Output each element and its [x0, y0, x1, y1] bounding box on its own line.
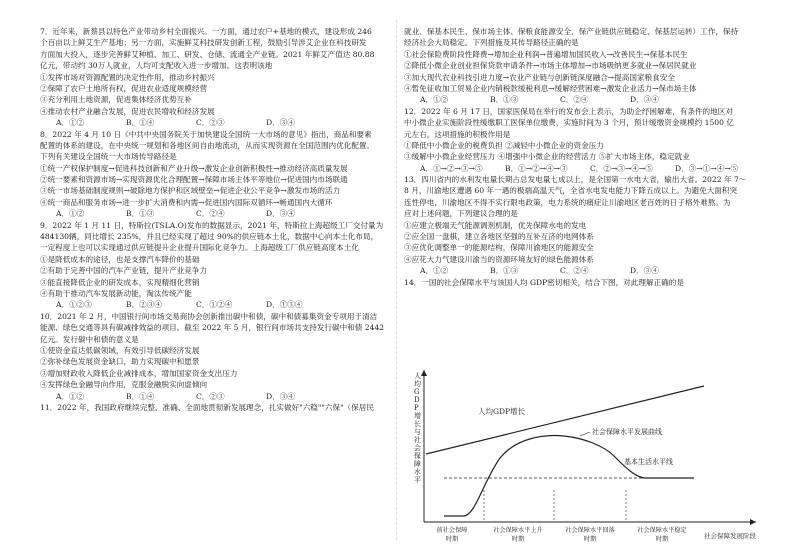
question-text: 亿元，带动约 30万人就业，人均可支配收入进一步增加。这表明该地 — [40, 61, 273, 71]
option-b[interactable]: B．①③ — [490, 95, 519, 105]
option-a[interactable]: A．①→②→③→⑤ — [420, 163, 483, 173]
answer-item: ④发挥绿色金融导向作用，克服金融脱实向虚倾向 — [40, 380, 208, 390]
answer-item: ①是降低成本的途径，也是支撑汽车降价的基础 — [40, 254, 200, 264]
option-a[interactable]: A．①② — [420, 266, 449, 276]
series-label-basic-living: 基本生活水平线 — [624, 458, 673, 466]
answer-options — [40, 117, 410, 128]
answer-options — [40, 391, 410, 402]
answer-item: ③充分利用土地资源，促进集体经济优势互补 — [40, 95, 192, 105]
option-d[interactable]: D．③④ — [266, 118, 295, 128]
answer-options — [404, 265, 766, 276]
question-7 — [40, 26, 410, 129]
answer-item: ②统一要素和资源市场→实现资源优化合理配置→保障市场主体平等地位→促进国内市场联通 — [40, 175, 348, 185]
answer-item: ①统一产权保护制度→促进科技创新和产业升级→激发企业创新积极性→推动经济高质量发展 — [40, 163, 348, 173]
question-text: 13．四川省内的水利发电量长期占总发电量七成以上，是全国第一水电大省，输出大省。2022 年 7～ — [404, 175, 747, 185]
question-11-continued — [404, 26, 766, 106]
answer-item: ②弥补绿色发展资金缺口，助力实现碳中和愿景 — [40, 357, 200, 367]
right-column — [404, 26, 766, 288]
option-c[interactable]: C．①②④ — [196, 300, 233, 310]
option-a[interactable]: A．①② — [56, 118, 85, 128]
answer-item: ①使资金直达低碳领域，有效引导低碳经济发展 — [40, 345, 200, 355]
left-column — [40, 26, 410, 413]
option-d[interactable]: D．③④ — [266, 391, 295, 401]
question-text: 10．2021 年 2 月，中国银行间市场交易商协会创新推出碳中和债，碳中和债募集资金专项用于清洁 — [40, 311, 378, 321]
option-b[interactable]: B．①→②→④→③ — [505, 163, 568, 173]
question-text: 中小微企业实施阶段性缓缴职工医保单位缴费，实施时间为 3 个月，预计缓缴资金规模约 1500 亿 — [404, 118, 734, 128]
option-b[interactable]: B．①③ — [126, 209, 155, 219]
question-text: 12．2022 年 6 月 17 日，国家医保局在举行的发布会上表示，为助企纾困解难，有条件的地区对 — [404, 106, 733, 116]
answer-item: ④应花大力气建设川渝当的资源环境友好的绿色能源体系 — [404, 254, 594, 264]
question-text: 8．2022 年 4 月 10 日《中共中央国务院关于加快建设全国统一大市场的意见》指出，商品和要素 — [40, 129, 372, 139]
question-text: 14．一国的社会保障水平与该国人均 GDP密切相关，结合下图，对此理解正确的是 — [404, 277, 684, 287]
answer-item: ①应建立极端天气能源调剂机制，优先保障水电的发电 — [404, 220, 587, 230]
option-c[interactable]: C．②④ — [560, 95, 589, 105]
question-text: 配置的体系的建设，在中央统一规划和各地区间自由地流动，从而实现资源在全国范围内优化配置。 — [40, 140, 375, 150]
question-14 — [404, 277, 766, 288]
stage-label: 社会保障水平回落时期 — [565, 527, 615, 543]
option-d[interactable]: D．①③④ — [266, 300, 303, 310]
answer-options — [40, 208, 410, 219]
question-text: 下列有关建设全国统一大市场传导路径是 — [40, 152, 177, 162]
option-c[interactable]: C．②③ — [196, 391, 225, 401]
answer-item: ②降低小微企业创业担保贷款申请条件→市场主体增加→市场吸纳更多就业→保居民就业 — [404, 61, 697, 71]
chart-svg — [404, 364, 766, 548]
answer-item: ①发挥市场对资源配置的决定性作用，推动乡村振兴 — [40, 72, 215, 82]
answer-item: ④暂免征收加工贸易企业内销税款缓税利息→缓解经营困难→激发企业活力→保市场主体 — [404, 83, 697, 93]
option-c[interactable]: C．②→③→④→⑤ — [590, 163, 653, 173]
stage-label: 社会保障水平稳定时期 — [637, 527, 687, 543]
option-c[interactable]: C．②④ — [196, 209, 225, 219]
answer-item: ③能直接降低企业的研发成本，实现精细化营销 — [40, 277, 200, 287]
option-d[interactable]: D．③④ — [630, 266, 659, 276]
answer-options — [40, 299, 410, 310]
answer-item: ③统一市场基础制度规则→破除地方保护和区域壁垒→促进企业公平竞争→激发市场的活力 — [40, 186, 341, 196]
option-d[interactable]: D．③④ — [630, 95, 659, 105]
question-text: 一定程度上也可以实现通过供应链提升企业提升国际化竞争力。上海超级工厂供应链高度本土化 — [40, 243, 359, 253]
option-b[interactable]: B．②③④ — [126, 300, 162, 310]
stage-labels — [437, 526, 687, 543]
option-c[interactable]: C．②④ — [560, 266, 589, 276]
question-text: 484130辆，同比增长 235%，并且已经实现了超过 90%的供应链本土化，数据中心向本土化布局， — [40, 232, 379, 242]
social-security-chart — [404, 364, 766, 548]
question-10 — [40, 311, 410, 402]
question-text: 元左右。这项措施的积极作用是 — [404, 129, 511, 139]
question-13 — [404, 174, 766, 277]
question-12 — [404, 106, 766, 174]
answer-item: ③加大现代农业科技引进力度→农业产业链与创新链深度融合→提高国家粮食安全 — [404, 72, 675, 82]
question-text: 连性停电，川渝地区不得不实行限电政策，电力系统的痛症让川渝地区老百姓的日子格外难熬。为 — [404, 197, 731, 207]
series-line-social-security — [444, 436, 694, 516]
answer-options — [404, 94, 766, 105]
stage-label: 前社会保障时期 — [436, 527, 468, 543]
answer-item: ②有助于完善中国的汽车产业链，提升产业竞争力 — [40, 266, 208, 276]
option-b[interactable]: B．①③ — [490, 266, 519, 276]
option-b[interactable]: B．①④ — [126, 391, 155, 401]
x-axis-label: 社会保障发展阶段 — [704, 532, 756, 540]
question-text: 经济社会大局稳定。下列措施及其传导路径正确的是 — [404, 38, 579, 48]
question-8 — [40, 129, 410, 220]
y-axis-label: 人均 G D P 增长与社会保障水平 — [414, 372, 421, 484]
question-11 — [40, 402, 410, 413]
series-line-gdp-growth — [426, 386, 704, 454]
question-text: 亿元。发行碳中和债的意义是 — [40, 334, 139, 344]
stage-label: 社会保障水平上升时期 — [493, 527, 543, 543]
option-b[interactable]: B．①④ — [126, 118, 155, 128]
option-a[interactable]: A．①②③ — [56, 300, 92, 310]
option-d[interactable]: D．③④ — [266, 209, 295, 219]
answer-item: ②应全国一盘棋，建立各地区坚强的互补互济的电网体系 — [404, 232, 594, 242]
series-label-leader — [580, 432, 590, 436]
option-d[interactable]: D．③→①→④→⑤ — [675, 163, 739, 173]
question-text: 能源、绿色交通等具有碳减排效益的项目。截至 2022 年 5 月，银行间市场共支持发行碳中和债 2442 — [40, 323, 385, 333]
question-text: 9．2022 年 1 月 11 日，特斯拉(TSLA.O)发布的数据显示，2021 年，特斯拉上海超级工厂交付量为 — [40, 220, 384, 230]
answer-item: ③增加财政收入降低企业减排成本，增加国家资金支出压力 — [40, 368, 238, 378]
question-text: 7．近年来，新蔡县以特色产业带动乡村全面振兴。一方面，通过农户+基地的模式，建设形成 246 — [40, 27, 372, 36]
question-text: 个百亩以上鲜艾生产基地；另一方面，实施鲜艾科技研发创新工程，鼓励引导涉艾企业在科技研发 — [40, 38, 367, 48]
option-c[interactable]: C．②③ — [196, 118, 225, 128]
question-text: 方面加大投入，逐步完善鲜艾种植、加工、研发、仓储、流通全产业链。2021 年鲜艾产值达 80.88 — [40, 49, 375, 59]
answer-item: ①降低中小微企业的税费负担 ②减轻中小微企业的资金压力 — [404, 140, 604, 150]
answer-item: ④统一商品和服务市场→进一步扩大消费和内需→促进国内国际双循环→畅通国内大循环 — [40, 197, 333, 207]
question-9 — [40, 220, 410, 311]
option-a[interactable]: A．①② — [56, 209, 85, 219]
answer-item: ③应优化调整单一的能源结构，保障川渝地区的能源安全 — [404, 243, 594, 253]
series-label-social-security: 社会保障水平发展曲线 — [592, 428, 662, 436]
series-label-gdp-growth: 人均GDP增长 — [478, 407, 526, 416]
answer-item: ④有助于推动汽车发展新动能，淘汰传统产能 — [40, 288, 192, 298]
option-a[interactable]: A．①② — [56, 391, 85, 401]
answer-item: ④推动农村产业融合发展，促进农民增收和经济发展 — [40, 106, 215, 116]
answer-item: ②保障了农户土地所有权，促进农业适度规模经营 — [40, 83, 208, 93]
answer-options — [404, 163, 766, 174]
answer-item: ①社会保险费阶段性降费→增加企业利润→普遍增加国民收入→改善民生→保基本民生 — [404, 49, 688, 59]
question-text: 应对上述问题，下列建议合理的是 — [404, 209, 518, 219]
option-a[interactable]: A．①② — [420, 95, 449, 105]
question-text: 就业、保基本民生、保市场主体、保粮食能源安全、保产业链供应链稳定、保基层运转）工作，保持 — [404, 27, 739, 36]
question-text: 11．2022 年，我国政府继续完整、准确、全面地贯彻新发展理念，扎实做好"六稳""六保"（保居民 — [40, 402, 374, 412]
question-text: 8 月，川渝地区遭遇 60 年一遇的极端高温天气，全省水电发电能力下降五成以上。为避免大面积突 — [404, 186, 738, 196]
answer-item: ③缓解中小微企业经营压力 ④增强中小微企业的经营活力 ⑤扩大市场主体，稳定就业 — [404, 152, 690, 162]
